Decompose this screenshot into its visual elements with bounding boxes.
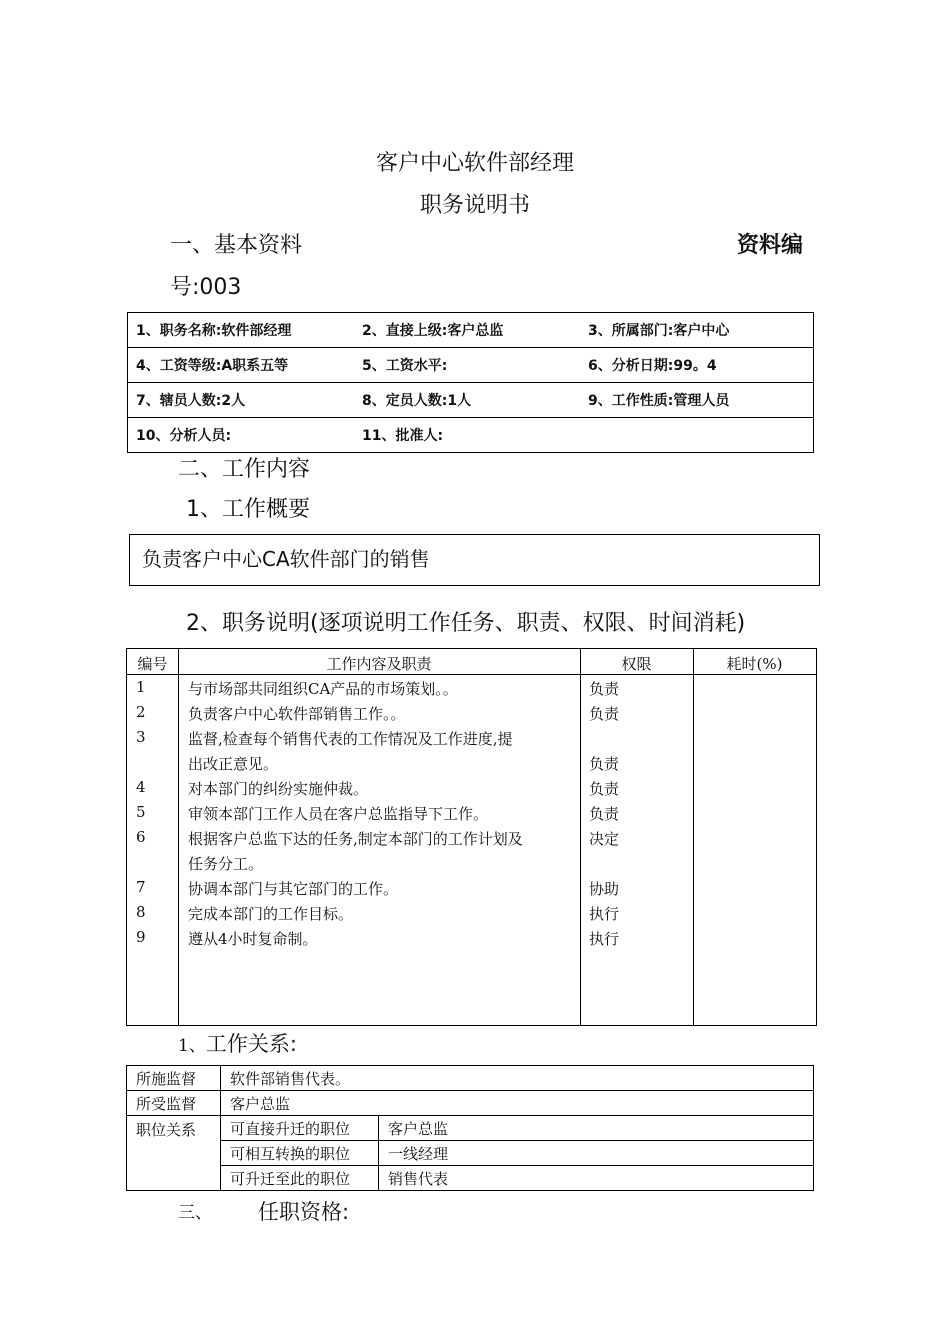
transfer-value: 一线经理 (379, 1141, 814, 1166)
table-row (127, 828, 816, 853)
row-num: 2 (136, 703, 146, 721)
row-num: 4 (136, 778, 146, 796)
section-basic-heading: 一、基本资料 (170, 233, 303, 258)
row-num: 3 (136, 728, 146, 746)
row-content: 遵从4小时复命制。 (188, 930, 318, 948)
row-num: 8 (136, 903, 146, 921)
staff-count-cell: 7、辖员人数:2人 (128, 383, 355, 418)
position-label: 职位关系 (127, 1116, 221, 1191)
table-row (127, 1116, 814, 1141)
analysis-date-cell: 6、分析日期:99。4 (580, 348, 814, 383)
table-row (128, 418, 814, 453)
section-qualifications-num: 三、 (178, 1203, 212, 1223)
supervisor-cell: 2、直接上级:客户总监 (354, 313, 580, 348)
row-authority: 负责 (589, 755, 620, 773)
row-content: 协调本部门与其它部门的工作。 (188, 880, 399, 898)
approver-cell: 11、批准人: (354, 418, 580, 453)
table-row (127, 728, 816, 753)
row-num: 5 (136, 803, 146, 821)
header-authority: 权限 (621, 655, 652, 673)
document-title: 客户中心软件部经理 (375, 151, 574, 176)
row-authority: 执行 (589, 905, 620, 923)
ref-number: 号:003 (170, 275, 242, 300)
row-content: 对本部门的纠纷实施仲裁。 (188, 780, 369, 798)
table-row (127, 678, 816, 703)
salary-grade-cell: 4、工资等级:A职系五等 (128, 348, 355, 383)
basic-info-table (127, 312, 814, 453)
document-subtitle: 职务说明书 (419, 193, 530, 218)
row-content: 负责客户中心软件部销售工作。。 (188, 705, 406, 723)
transfer-label: 可相互转换的职位 (221, 1141, 379, 1166)
table-row (128, 383, 814, 418)
table-row (127, 1066, 814, 1091)
table-row (127, 1166, 814, 1191)
supervised-by-label: 所受监督 (127, 1091, 221, 1116)
row-content: 根据客户总监下达的任务,制定本部门的工作计划及 (188, 830, 523, 848)
table-row (127, 853, 816, 878)
row-num: 6 (136, 828, 146, 846)
summary-box (129, 534, 820, 586)
row-authority: 负责 (589, 705, 620, 723)
row-content: 监督,检查每个销售代表的工作情况及工作进度,提 (188, 730, 513, 748)
header-content: 工作内容及职责 (326, 655, 432, 673)
row-authority: 负责 (589, 805, 620, 823)
table-row (127, 753, 816, 778)
row-authority: 负责 (589, 680, 620, 698)
section-work-heading: 二、工作内容 (178, 457, 311, 482)
row-content: 完成本部门的工作目标。 (188, 905, 354, 923)
job-title-cell: 1、职务名称:软件部经理 (128, 313, 355, 348)
header-num: 编号 (137, 655, 168, 673)
table-row (127, 1091, 814, 1116)
ref-label: 资料编 (737, 233, 804, 258)
table-row (127, 928, 816, 953)
table-row (127, 803, 816, 828)
quota-cell: 8、定员人数:1人 (354, 383, 580, 418)
supervised-by-value: 客户总监 (221, 1091, 814, 1116)
row-authority: 决定 (589, 830, 620, 848)
row-content: 与市场部共同组织CA产品的市场策划。。 (188, 680, 458, 698)
row-content: 出改正意见。 (188, 755, 279, 773)
header-time: 耗时(%) (726, 655, 783, 673)
row-content: 审领本部门工作人员在客户总监指导下工作。 (188, 805, 489, 823)
table-row (127, 1141, 814, 1166)
table-row (128, 348, 814, 383)
from-value: 销售代表 (379, 1166, 814, 1191)
summary-text: 负责客户中心CA软件部门的销售 (142, 547, 430, 571)
job-nature-cell: 9、工作性质:管理人员 (580, 383, 814, 418)
row-authority: 协助 (589, 880, 620, 898)
row-content: 任务分工。 (188, 855, 264, 873)
promote-label: 可直接升迁的职位 (221, 1116, 379, 1141)
analyst-cell: 10、分析人员: (128, 418, 355, 453)
from-label: 可升迁至此的职位 (221, 1166, 379, 1191)
section-qualifications-heading: 任职资格: (258, 1200, 350, 1224)
row-num: 9 (136, 928, 146, 946)
supervises-label: 所施监督 (127, 1066, 221, 1091)
table-row (127, 778, 816, 803)
salary-level-cell: 5、工资水平: (354, 348, 580, 383)
relations-heading-text: 工作关系: (205, 1032, 297, 1056)
row-num: 7 (136, 878, 146, 896)
summary-heading: 1、工作概要 (186, 497, 310, 522)
promote-value: 客户总监 (379, 1116, 814, 1141)
duties-heading: 2、职务说明(逐项说明工作任务、职责、权限、时间消耗) (186, 611, 746, 636)
row-num: 1 (136, 678, 146, 696)
supervises-value: 软件部销售代表。 (221, 1066, 814, 1091)
relations-heading-num: 1、 (178, 1036, 206, 1056)
row-authority: 执行 (589, 930, 620, 948)
duties-table (126, 648, 817, 1026)
row-authority: 负责 (589, 780, 620, 798)
table-row (127, 903, 816, 928)
table-row (128, 313, 814, 348)
table-row (127, 878, 816, 903)
empty-cell (580, 418, 814, 453)
department-cell: 3、所属部门:客户中心 (580, 313, 814, 348)
relations-heading (178, 1028, 297, 1058)
relations-table (126, 1065, 814, 1191)
table-row (127, 703, 816, 728)
